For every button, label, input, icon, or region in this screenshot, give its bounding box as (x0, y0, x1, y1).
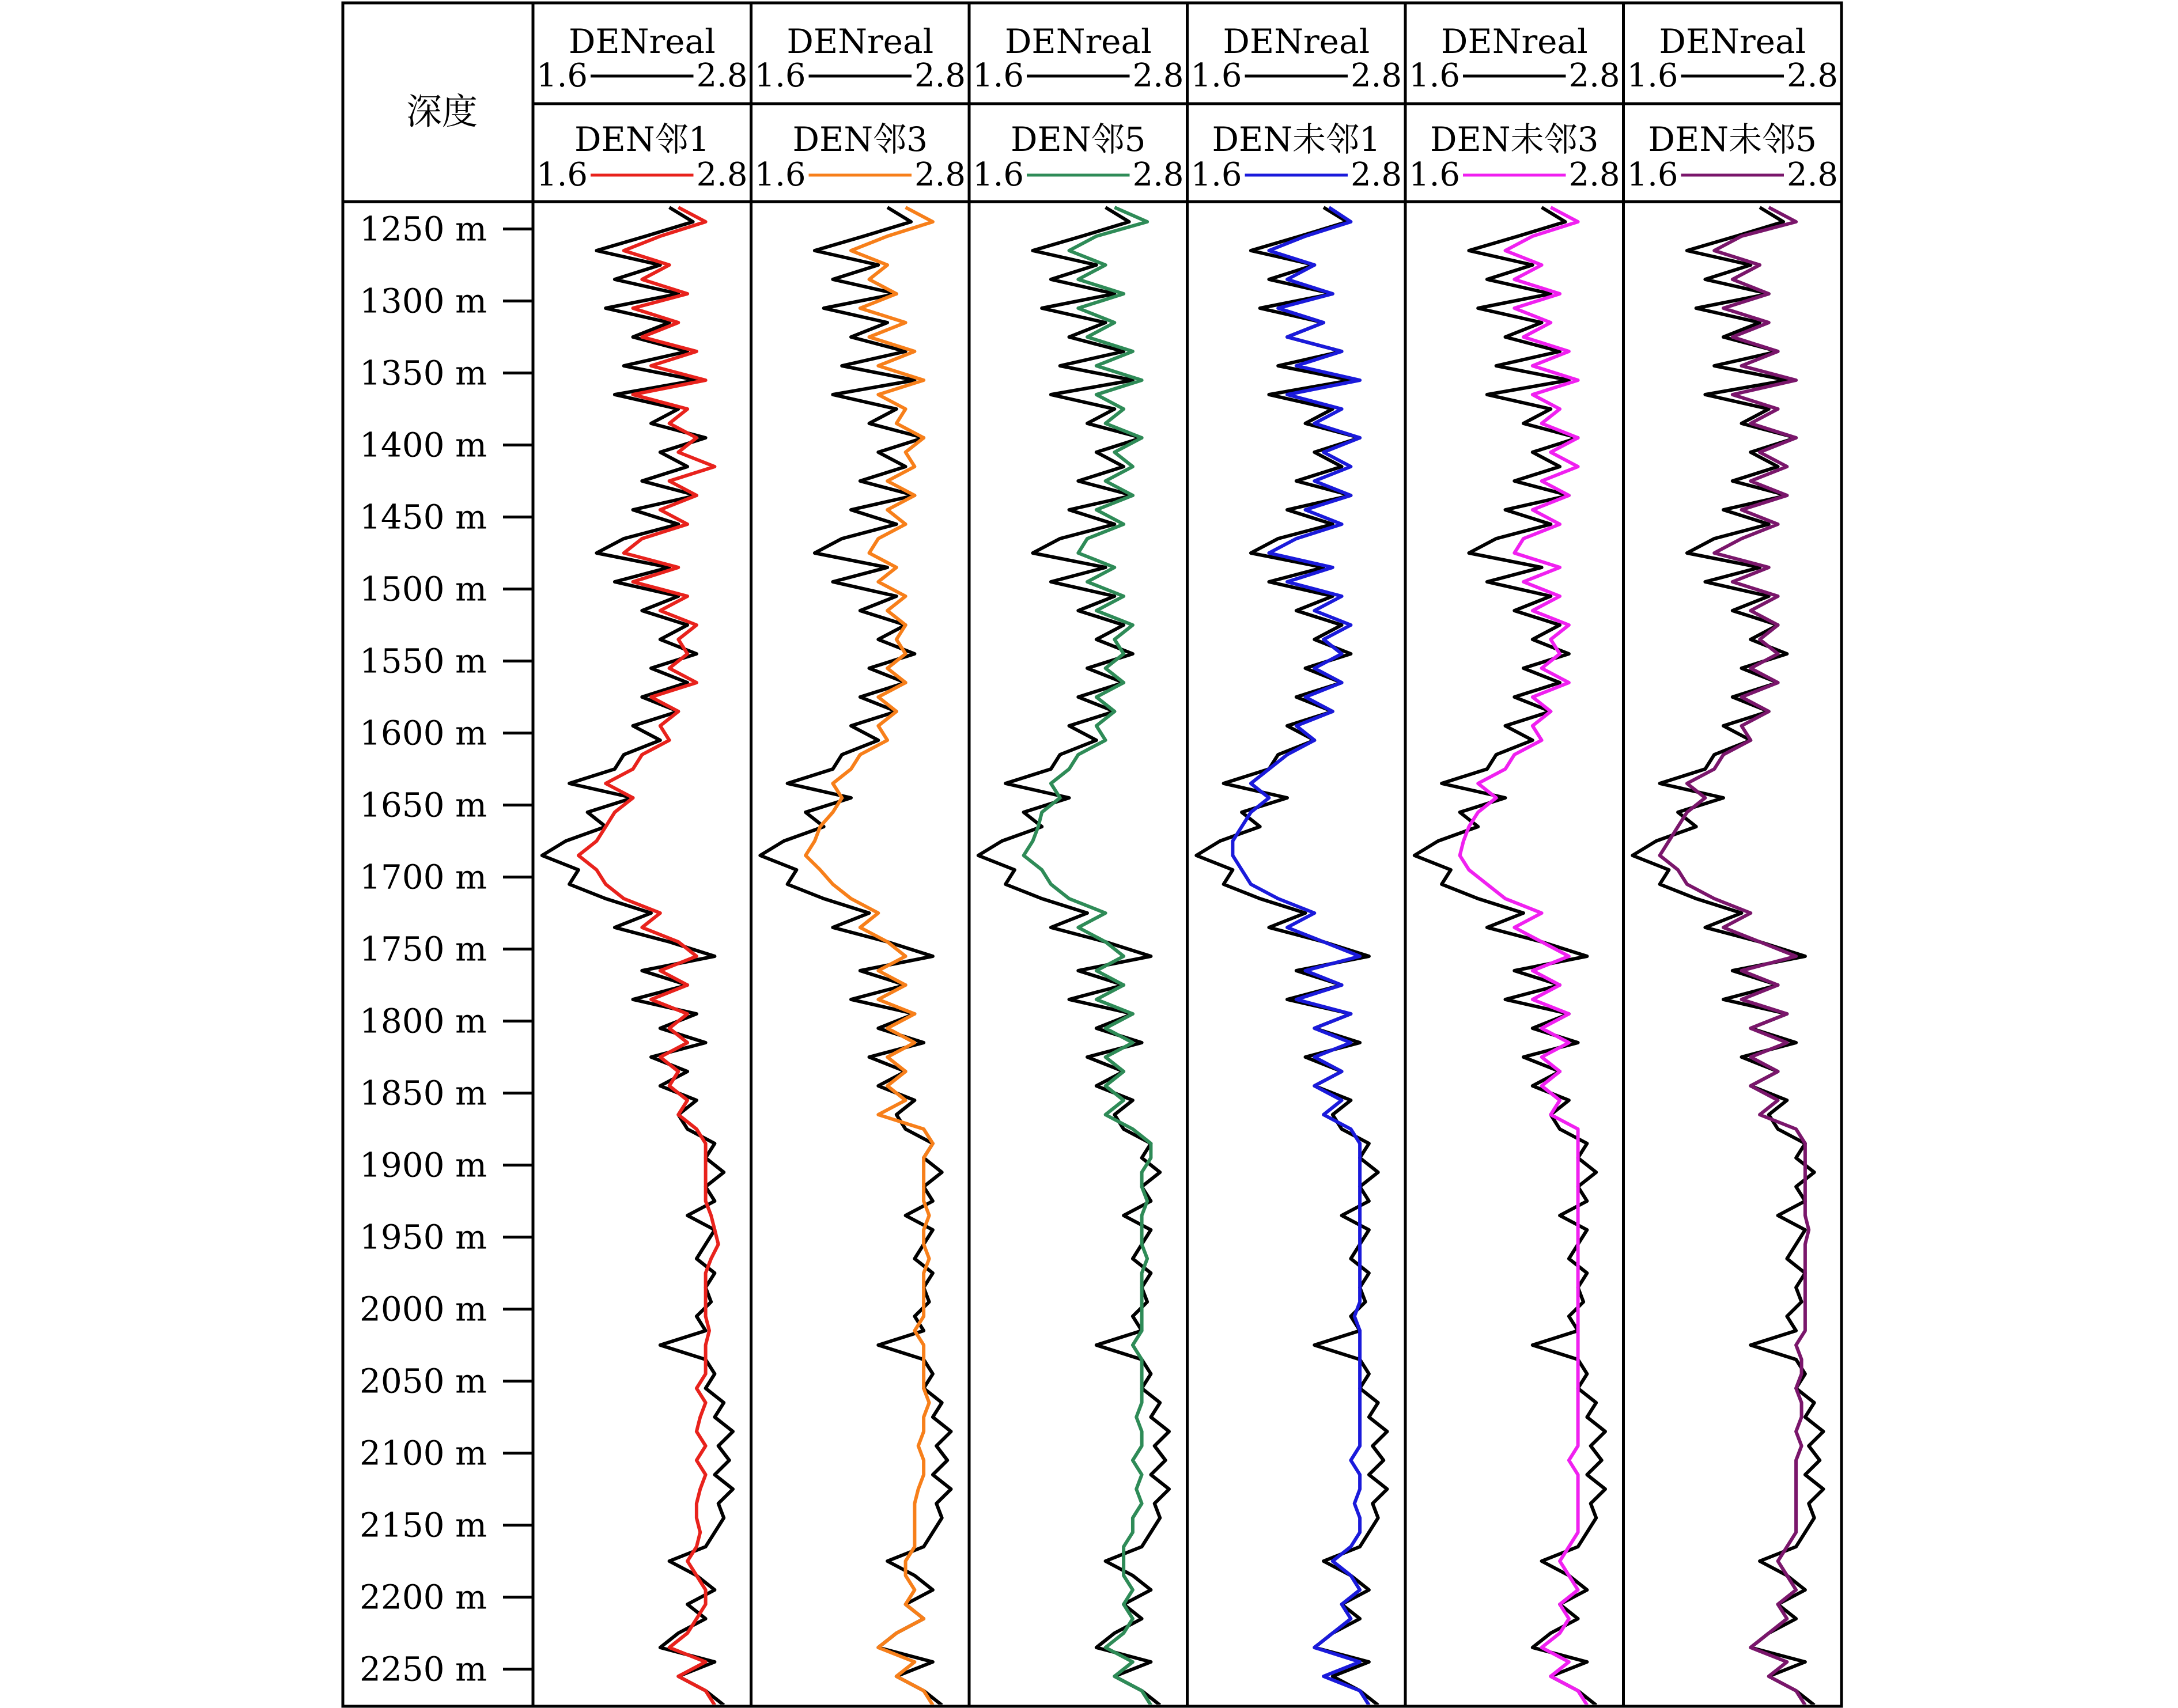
legend-min-reference: 1.6 (1627, 57, 1678, 94)
legend-min-predicted: 1.6 (1190, 156, 1242, 194)
depth-tick-label: 1500 m (359, 569, 487, 609)
legend-max-reference: 2.8 (1350, 57, 1402, 94)
legend-name-predicted: DEN邻5 (1011, 120, 1146, 159)
legend-name-reference: DENreal (568, 22, 716, 61)
track-1 (542, 207, 733, 1705)
legend-max-predicted: 2.8 (914, 156, 966, 194)
track-2 (760, 207, 951, 1705)
legend-max-reference: 2.8 (914, 57, 966, 94)
legend-name-predicted: DEN未邻5 (1648, 120, 1817, 159)
legend-max-predicted: 2.8 (696, 156, 748, 194)
series-line-predicted (1232, 207, 1369, 1705)
legend-name-predicted: DEN邻3 (792, 120, 928, 159)
depth-tick-label: 1650 m (359, 785, 487, 825)
legend-name-reference: DENreal (1659, 22, 1806, 61)
depth-tick-label: 1550 m (359, 641, 487, 681)
legend-max-reference: 2.8 (1132, 57, 1184, 94)
legend-min-reference: 1.6 (1409, 57, 1461, 94)
depth-tick-label: 1900 m (359, 1145, 487, 1185)
depth-tick-label: 2250 m (359, 1649, 487, 1689)
legend-name-reference: DENreal (1440, 22, 1588, 61)
log-tracks (542, 207, 1824, 1705)
depth-tick-label: 1950 m (359, 1217, 487, 1257)
legend-name-predicted: DEN未邻1 (1212, 120, 1381, 159)
depth-tick-label: 2150 m (359, 1505, 487, 1545)
legend-min-predicted: 1.6 (536, 156, 588, 194)
legend-max-predicted: 2.8 (1350, 156, 1402, 194)
depth-tick-label: 1300 m (359, 281, 487, 321)
legend-max-predicted: 2.8 (1132, 156, 1184, 194)
legend-name-reference: DENreal (786, 22, 934, 61)
track-5 (1415, 207, 1605, 1705)
depth-axis (360, 210, 533, 1689)
depth-tick-label: 1750 m (359, 929, 487, 969)
depth-tick-label: 2200 m (359, 1577, 487, 1617)
depth-column-header: 深度 (406, 90, 478, 132)
legend-min-reference: 1.6 (973, 57, 1024, 94)
depth-tick-label: 1450 m (359, 497, 487, 537)
legend-name-predicted: DEN邻1 (574, 120, 710, 159)
depth-tick-label: 1800 m (359, 1001, 487, 1041)
depth-tick-label: 1250 m (359, 209, 487, 249)
series-line-predicted (1024, 207, 1151, 1705)
track-4 (1196, 207, 1387, 1705)
legend-min-predicted: 1.6 (1409, 156, 1461, 194)
depth-tick-label: 1350 m (359, 353, 487, 393)
track-6 (1632, 207, 1823, 1705)
legend-max-predicted: 2.8 (1568, 156, 1620, 194)
depth-tick-label: 2100 m (359, 1433, 487, 1473)
legend-min-reference: 1.6 (754, 57, 806, 94)
legend-min-reference: 1.6 (536, 57, 588, 94)
series-line-predicted (1460, 207, 1587, 1705)
legend-name-predicted: DEN未邻3 (1430, 120, 1599, 159)
depth-tick-label: 2000 m (359, 1289, 487, 1329)
legend-min-reference: 1.6 (1190, 57, 1242, 94)
series-line-predicted (578, 207, 719, 1705)
series-line-predicted (806, 207, 933, 1705)
legend-max-reference: 2.8 (1568, 57, 1620, 94)
legend-max-reference: 2.8 (696, 57, 748, 94)
depth-tick-label: 1400 m (359, 425, 487, 465)
legend-min-predicted: 1.6 (973, 156, 1024, 194)
legend-max-predicted: 2.8 (1786, 156, 1838, 194)
depth-tick-label: 1700 m (359, 857, 487, 897)
legend-min-predicted: 1.6 (754, 156, 806, 194)
depth-tick-label: 1850 m (359, 1073, 487, 1113)
track-3 (978, 207, 1169, 1705)
depth-tick-label: 2050 m (359, 1361, 487, 1401)
legend-max-reference: 2.8 (1786, 57, 1838, 94)
legend-min-predicted: 1.6 (1627, 156, 1678, 194)
legend-name-reference: DENreal (1223, 22, 1370, 61)
series-line-predicted (1660, 207, 1809, 1705)
depth-tick-label: 1600 m (359, 713, 487, 753)
legend-name-reference: DENreal (1004, 22, 1152, 61)
